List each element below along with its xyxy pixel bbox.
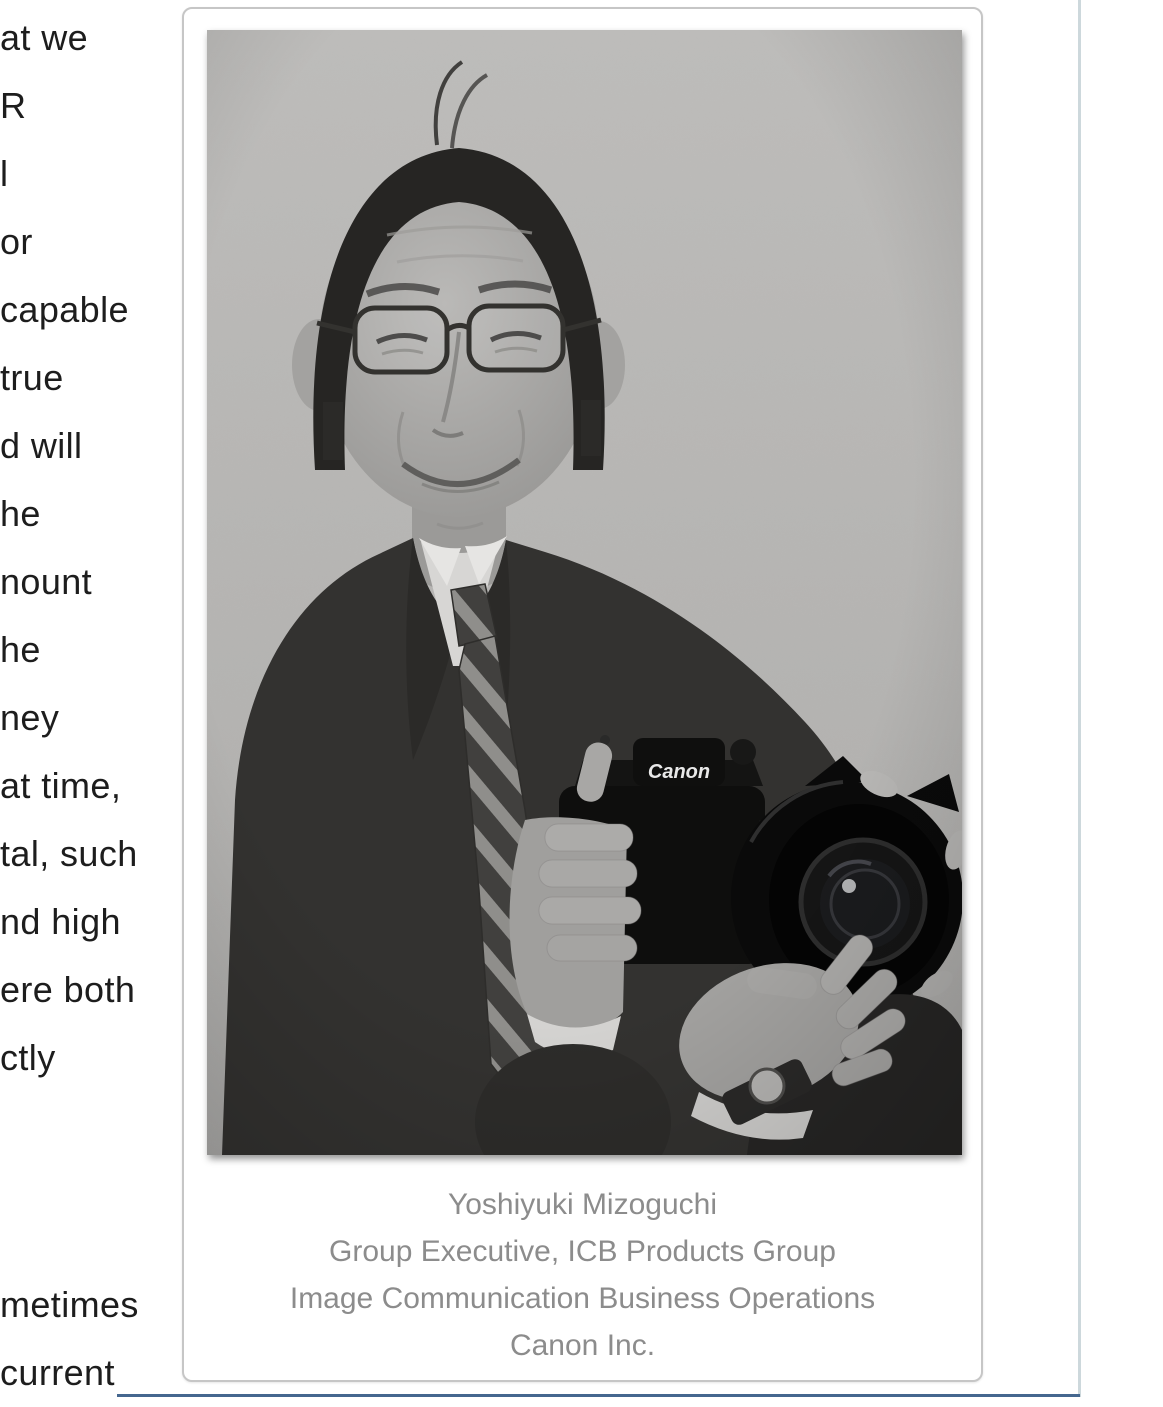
caption-company: Canon Inc. (509, 1329, 656, 1362)
article-line: true (0, 357, 64, 398)
article-text-clipped-2 (0, 1271, 139, 1407)
content-right-divider (1078, 0, 1081, 1397)
article-line: ney (0, 697, 60, 738)
article-line: or (0, 221, 33, 262)
article-line: metimes (0, 1284, 139, 1325)
caption-division: Image Communication Business Operations (289, 1282, 876, 1315)
photo-caption (184, 1181, 981, 1369)
article-line: current (0, 1352, 115, 1393)
portrait-photo (207, 30, 962, 1155)
article-line: capable (0, 289, 129, 330)
portrait-svg (207, 30, 962, 1155)
article-line: ctly (0, 1037, 56, 1078)
caption-name: Yoshiyuki Mizoguchi (447, 1188, 718, 1221)
article-line: tal, such (0, 833, 138, 874)
caption-title: Group Executive, ICB Products Group (329, 1235, 836, 1268)
article-text-clipped (0, 4, 138, 1092)
article-line: l (0, 153, 9, 194)
article-line: R (0, 85, 27, 126)
article-line: at we (0, 17, 89, 58)
article-line: nount (0, 561, 93, 602)
article-line: d will (0, 425, 83, 466)
figure-box (182, 7, 983, 1382)
article-line: nd high (0, 901, 121, 942)
article-line: he (0, 493, 41, 534)
article-line: he (0, 629, 41, 670)
article-line: ere both (0, 969, 136, 1010)
article-line: at time, (0, 765, 122, 806)
